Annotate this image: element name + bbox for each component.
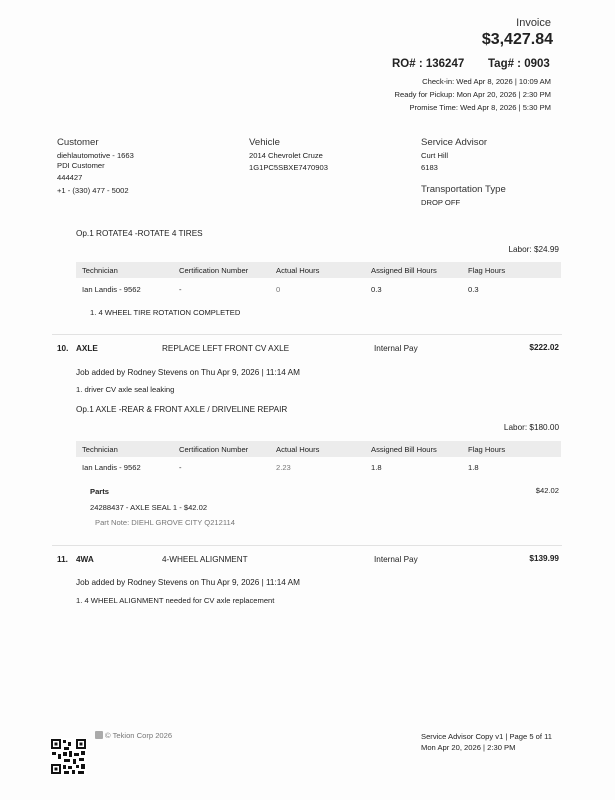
job11-description: 4-WHEEL ALIGNMENT <box>162 555 248 564</box>
job11-number: 11. <box>57 555 68 564</box>
job10-note: 1. driver CV axle seal leaking <box>76 385 175 394</box>
job10-assigned-hours: 1.8 <box>371 463 382 472</box>
vehicle-vin: 1G1PC5SBXE7470903 <box>249 163 328 172</box>
col-assigned-hours: Assigned Bill Hours <box>371 266 437 275</box>
col-technician: Technician <box>82 266 118 275</box>
job10-divider <box>52 334 562 335</box>
rotate-actual-hours: 0 <box>276 285 281 294</box>
tag-number: Tag# : 0903 <box>488 58 550 70</box>
job10-code: AXLE <box>76 344 98 353</box>
rotate-note: 1. 4 WHEEL TIRE ROTATION COMPLETED <box>90 308 241 317</box>
job10-op-title: Op.1 AXLE -REAR & FRONT AXLE / DRIVELINE REPAIR <box>76 405 288 414</box>
job10-technician: Ian Landis - 9562 <box>82 463 141 472</box>
rotate-flag-hours: 0.3 <box>468 285 479 294</box>
job10-amount: $222.02 <box>529 343 559 352</box>
job10-flag-hours: 1.8 <box>468 463 479 472</box>
job10-labor: Labor: $180.00 <box>503 423 559 432</box>
job11-note: 1. 4 WHEEL ALIGNMENT needed for CV axle replacement <box>76 596 275 605</box>
transport-heading: Transportation Type <box>421 184 506 195</box>
job11-added-by: Job added by Rodney Stevens on Thu Apr 9, 2026 | 11:14 AM <box>76 578 300 587</box>
job11-divider <box>52 545 562 546</box>
ready-time: Ready for Pickup: Mon Apr 20, 2026 | 2:30 PM <box>394 90 551 99</box>
col-actual-hours: Actual Hours <box>276 266 320 275</box>
promise-time: Promise Time: Wed Apr 8, 2026 | 5:30 PM <box>409 103 551 112</box>
customer-number: 444427 <box>57 173 83 182</box>
checkin-time: Check-in: Wed Apr 8, 2026 | 10:09 AM <box>422 77 551 86</box>
footer-print-date: Mon Apr 20, 2026 | 2:30 PM <box>421 743 516 752</box>
col-certification: Certification Number <box>179 266 249 275</box>
job10-certification: - <box>179 463 182 472</box>
job10-col-certification: Certification Number <box>179 445 249 454</box>
advisor-heading: Service Advisor <box>421 137 488 148</box>
job10-added-by: Job added by Rodney Stevens on Thu Apr 9, 2026 | 11:14 AM <box>76 368 300 377</box>
invoice-title: Invoice <box>516 17 551 29</box>
job10-description: REPLACE LEFT FRONT CV AXLE <box>162 344 290 353</box>
job10-pay-type: Internal Pay <box>374 344 418 353</box>
job10-col-assigned-hours: Assigned Bill Hours <box>371 445 437 454</box>
part-note: Part Note: DIEHL GROVE CITY Q212114 <box>95 518 235 527</box>
ro-number: RO# : 136247 <box>392 58 465 70</box>
job10-col-technician: Technician <box>82 445 118 454</box>
job10-number: 10. <box>57 344 69 353</box>
customer-name: diehlautomotive - 1663 <box>57 151 134 160</box>
job11-code: 4WA <box>76 555 94 564</box>
invoice-total: $3,427.84 <box>481 31 553 48</box>
advisor-name: Curt Hill <box>421 151 449 160</box>
tekion-logo-icon <box>95 731 103 739</box>
job10-col-actual-hours: Actual Hours <box>276 445 320 454</box>
op-rotate-labor: Labor: $24.99 <box>508 245 559 254</box>
op-rotate-title: Op.1 ROTATE4 -ROTATE 4 TIRES <box>76 229 203 238</box>
transport-value: DROP OFF <box>421 198 461 207</box>
customer-type: PDI Customer <box>57 161 105 170</box>
rotate-technician: Ian Landis - 9562 <box>82 285 141 294</box>
customer-phone: +1 - (330) 477 - 5002 <box>57 186 129 195</box>
rotate-certification: - <box>179 285 182 294</box>
parts-heading: Parts <box>90 487 109 496</box>
vehicle-model: 2014 Chevrolet Cruze <box>249 151 323 160</box>
job10-actual-hours: 2.23 <box>276 463 291 472</box>
vehicle-heading: Vehicle <box>249 137 280 148</box>
part-line: 24288437 - AXLE SEAL 1 - $42.02 <box>90 503 208 512</box>
job11-amount: $139.99 <box>529 554 559 563</box>
job11-pay-type: Internal Pay <box>374 555 418 564</box>
footer-copy-info: Service Advisor Copy v1 | Page 5 of 11 <box>421 732 552 741</box>
job10-col-flag-hours: Flag Hours <box>468 445 506 454</box>
customer-heading: Customer <box>57 137 99 148</box>
footer-copyright: © Tekion Corp 2026 <box>105 731 173 740</box>
rotate-assigned-hours: 0.3 <box>371 285 382 294</box>
col-flag-hours: Flag Hours <box>468 266 506 275</box>
parts-total: $42.02 <box>535 486 559 495</box>
qr-code-icon <box>50 738 87 775</box>
advisor-id: 6183 <box>421 163 438 172</box>
